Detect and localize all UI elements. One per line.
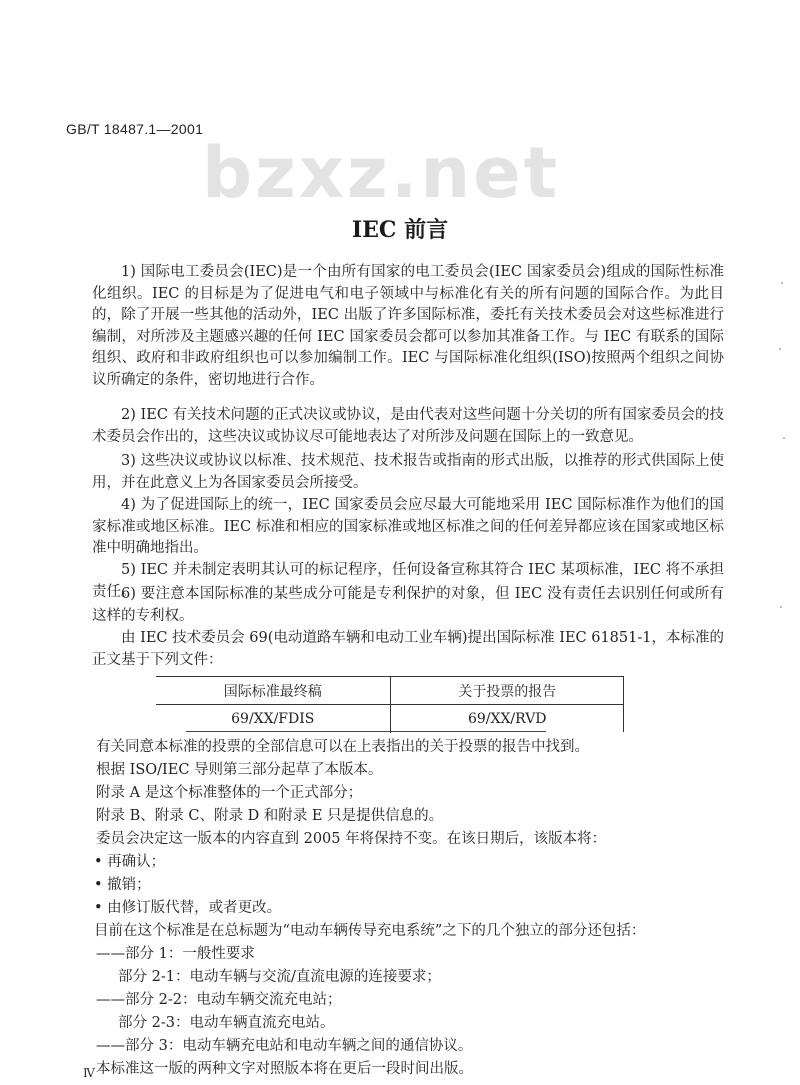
bullet-item: • 再确认； (94, 854, 166, 870)
page-number: Ⅳ (83, 1066, 95, 1080)
table-row (156, 705, 624, 733)
paragraph-basis: 由 IEC 技术委员会 69(电动道路车辆和电动工业车辆)提出国际标准 IEC 61851-1，本标准的正文基于下列文件： (92, 630, 724, 668)
paragraph-1: 1) 国际电工委员会(IEC)是一个由所有国家的电工委员会(IEC 国家委员会)组成的国际性标准化组织。IEC 的目标是为了促进电气和电子领域中与标准化有关的所有问题的国际合作。为此目的，除了开展一些其他的活动外，IEC 出版了许多国际标准，委托有关技术委员会对这些标准进行编制，对所涉及主题感兴趣的任何 IEC 国家委员会都可以参加其准备工作。与 IEC 有联系的国际组织、政府和非政府组织也可以参加编制工作。IEC 与国际标准化组织(ISO)按照两个组织之间协议所确定的条件，密切地进行合作。 (92, 264, 724, 388)
page-title: IEC 前言 (351, 217, 449, 243)
table-border (623, 676, 624, 732)
table-divider (186, 731, 546, 732)
standard-code: GB/T 18487.1—2001 (66, 121, 204, 137)
voting-documents-table (156, 676, 624, 733)
bullet-item: • 由修订版代替，或者更改。 (94, 900, 282, 916)
text-line: 根据 ISO/IEC 导则第三部分起草了本版本。 (96, 762, 383, 778)
table-header-cell: 关于投票的报告 (390, 677, 624, 705)
table-cell: 69/XX/RVD (390, 705, 624, 733)
paragraph-2: 2) IEC 有关技术问题的正式决议或协议，是由代表对这些问题十分关切的所有国家委员会的技术委员会作出的，这些决议或协议尽可能地表达了对所涉及问题在国际上的一致意见。 (92, 407, 724, 445)
table-cell: 69/XX/FDIS (231, 710, 315, 727)
text-line: 目前在这个标准是在总标题为“电动车辆传导充电系统”之下的几个独立的部分还包括： (94, 923, 646, 939)
table-header-row (156, 677, 624, 705)
part-item: ——部分 1：一般性要求 (96, 946, 255, 962)
table-header-cell: 国际标准最终稿 (156, 677, 390, 705)
bullet-item: • 撤销； (94, 877, 151, 893)
scan-speck (781, 282, 783, 284)
text-line: 委员会决定这一版本的内容直到 2005 年将保持不变。在该日期后，该版本将： (96, 831, 607, 847)
text-line: 附录 B、附录 C、附录 D 和附录 E 只是提供信息的。 (96, 808, 444, 824)
paragraph-3: 3) 这些决议或协议以标准、技术规范、技术报告或指南的形式出版，以推荐的形式供国际上使用，并在此意义上为各国家委员会所接受。 (92, 453, 724, 491)
part-item: ——部分 3：电动车辆充电站和电动车辆之间的通信协议。 (96, 1038, 473, 1054)
watermark: bzxz.net (202, 132, 561, 214)
text-line: 附录 A 是这个标准整体的一个正式部分； (96, 785, 363, 801)
part-item: 部分 2-3：电动车辆直流充电站。 (118, 1015, 335, 1031)
part-item: 部分 2-1：电动车辆与交流/直流电源的连接要求； (118, 969, 441, 985)
paragraph-6: 6) 要注意本国际标准的某些成分可能是专利保护的对象，但 IEC 没有责任去识别任何或所有这样的专利权。 (92, 586, 724, 624)
text-line: 本标准这一版的两种文字对照版本将在更后一段时间出版。 (96, 1061, 473, 1077)
part-item: ——部分 2-2：电动车辆交流充电站； (96, 992, 342, 1008)
paragraph-4: 4) 为了促进国际上的统一，IEC 国家委员会应尽最大可能地采用 IEC 国际标准作为他们的国家标准或地区标准。IEC 标准和相应的国家标准或地区标准之间的任何差异都应该在国家或地区标准中明确地指出。 (92, 497, 724, 557)
scan-speck (779, 348, 781, 350)
scan-speck (780, 606, 782, 608)
paragraph-5: 5) IEC 并未制定表明其认可的标记程序，任何设备宣称其符合 IEC 某项标准，IEC 将不承担责任。 (92, 562, 724, 600)
text-line: 有关同意本标准的投票的全部信息可以在上表指出的关于投票的报告中找到。 (96, 739, 589, 755)
scan-speck (783, 437, 785, 439)
